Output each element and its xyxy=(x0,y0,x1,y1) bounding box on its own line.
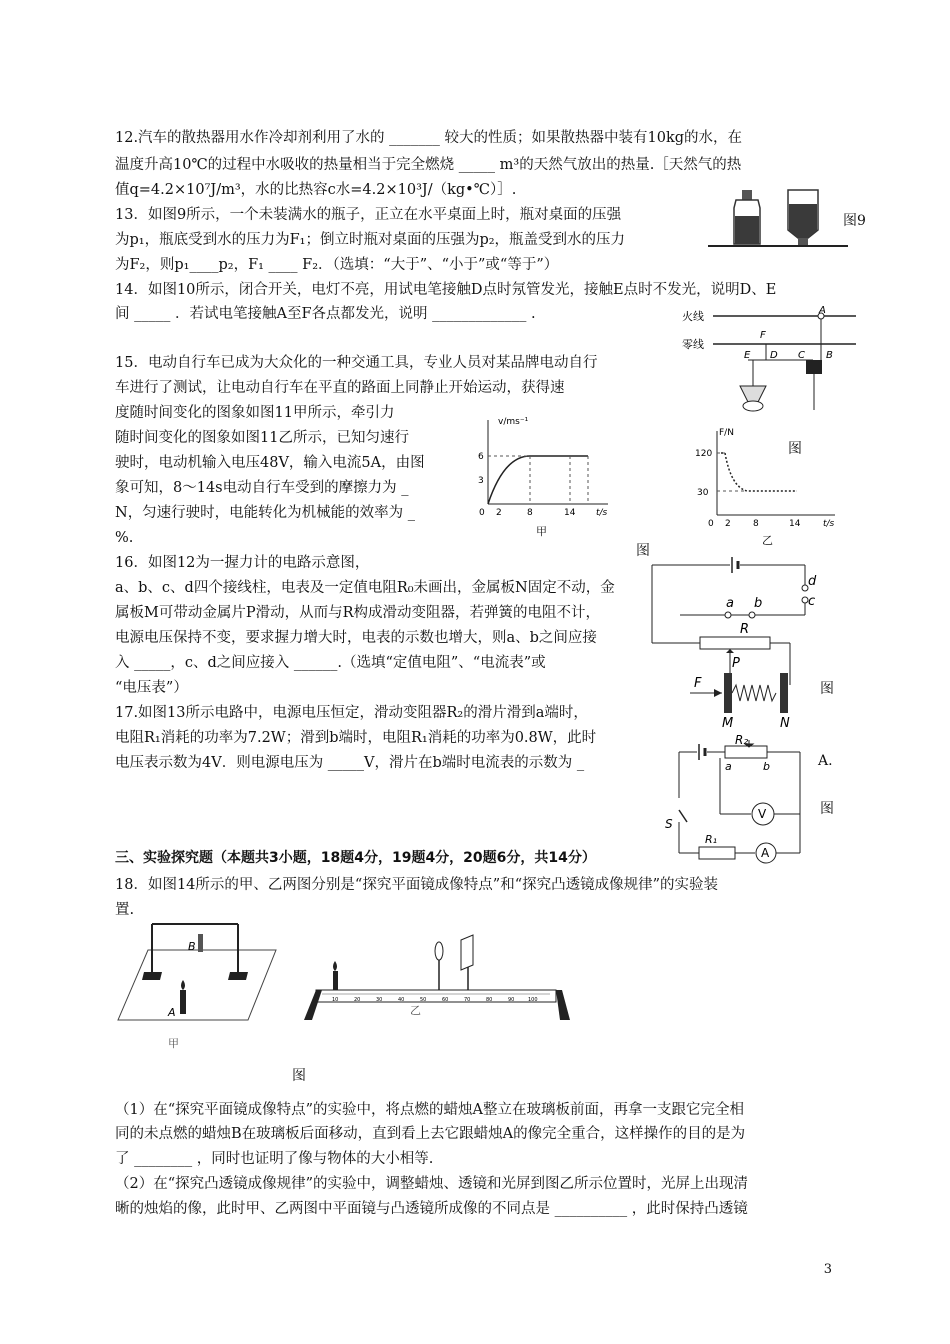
resistor-R xyxy=(700,637,770,649)
velocity-ylabel: v/ms⁻¹ xyxy=(498,417,529,427)
figure-11-force-graph xyxy=(695,425,845,535)
q13-line-3: 为F₂，则p₁____p₂，F₁ ____ F₂．（选填：“大于”、“小于”或“等于”） xyxy=(115,257,559,273)
switch-icon xyxy=(806,360,822,374)
R2-label: R₂ xyxy=(735,733,749,747)
q18-line-2: 置. xyxy=(115,902,135,918)
end-b: b xyxy=(763,760,770,773)
upright-bottle xyxy=(734,190,760,244)
velocity-xtick-8: 8 xyxy=(527,508,533,518)
q14-line-2: 间 _____ ．若试电笔接触A至F各点都发光，说明 _____________ . xyxy=(115,306,536,322)
point-B: B xyxy=(826,350,833,361)
velocity-xtick-2: 2 xyxy=(496,508,502,518)
plate-N xyxy=(780,673,788,713)
force-xtick-8: 8 xyxy=(753,519,759,529)
figure-12-grip-meter xyxy=(640,555,817,731)
q15-line-2: 车进行了测试，让电动自行车在平直的路面上同静止开始运动，获得速 xyxy=(115,380,565,396)
velocity-xtick-0: 0 xyxy=(479,508,485,518)
q15-line-3: 度随时间变化的图象如图11甲所示，牵引力 xyxy=(115,405,395,421)
q12-line-1: 12.汽车的散热器用水作冷却剂利用了水的 _______ 较大的性质；如果散热器中装有10kg的水，在 xyxy=(115,130,743,146)
point-A: A xyxy=(819,305,826,316)
force-xlabel: t/s xyxy=(823,519,835,529)
ammeter-label: A xyxy=(761,846,770,860)
scale-tick-100: 100 xyxy=(528,997,538,1003)
q16-line-2: a、b、c、d四个接线柱，电表及一定值电阻R₀未画出，金属板N固定不动，金 xyxy=(115,580,615,596)
q13-line-2: 为p₁，瓶底受到水的压力为F₁；倒立时瓶对桌面的压强为p₂，瓶盖受到水的压力 xyxy=(115,232,626,248)
q17-line-1: 17.如图13所示电路中，电源电压恒定，滑动变阻器R₂的滑片滑到a端时， xyxy=(115,705,588,721)
point-F: F xyxy=(760,330,766,341)
figure-10-household-circuit xyxy=(678,302,858,414)
q15-line-8: %. xyxy=(115,530,134,546)
figure-9-bottles xyxy=(708,186,848,252)
q12-line-3: 值q=4.2×10⁷J/m³，水的比热容c水=4.2×10³J/（kg•℃）］. xyxy=(115,182,517,198)
spring xyxy=(732,685,776,701)
figure-12-label: 图 xyxy=(820,681,834,697)
figure-14-label: 图 xyxy=(292,1068,306,1084)
candle-A-label: A xyxy=(168,1006,176,1019)
q15-line-4: 随时间变化的图象如图11乙所示，已知匀速行 xyxy=(115,430,409,446)
voltmeter-label: V xyxy=(758,807,767,821)
plate-M-label: M xyxy=(722,716,734,731)
convex-lens xyxy=(435,942,443,960)
page-number: 3 xyxy=(823,1262,832,1277)
q18-part2-line-1: （2）在“探究凸透镜成像规律”的实验中，调整蜡烛、透镜和光屏到图乙所示位置时，光屏上出现清 xyxy=(115,1176,749,1192)
scale-tick-80: 80 xyxy=(486,997,493,1003)
figure-11-label-left: 图 xyxy=(636,543,650,559)
q15-line-5: 驶时，电动机输入电压48V，输入电流5A，由图 xyxy=(115,455,425,471)
force-F: F xyxy=(694,676,702,691)
figure-11-velocity-graph xyxy=(468,412,618,522)
velocity-xtick-14: 14 xyxy=(564,508,576,518)
figure-14b-caption: 乙 xyxy=(410,1004,421,1017)
light-screen xyxy=(461,935,473,970)
point-C: C xyxy=(798,350,805,361)
candle-A xyxy=(180,990,186,1014)
q18-part1-line-1: （1）在“探究平面镜成像特点”的实验中，将点燃的蜡烛A整立在玻璃板前面，再拿一支跟它完全相 xyxy=(115,1102,745,1118)
scale-tick-20: 20 xyxy=(354,997,361,1003)
q16-line-3: 属板M可带动金属片P滑动，从而与R构成滑动变阻器，若弹簧的电阻不计， xyxy=(115,605,601,621)
resistor-R1 xyxy=(699,847,735,859)
scale-tick-30: 30 xyxy=(376,997,383,1003)
candle-B xyxy=(198,934,203,952)
terminal-b: b xyxy=(754,596,763,611)
scale-tick-90: 90 xyxy=(508,997,515,1003)
point-E: E xyxy=(744,350,751,361)
figure-9-label: 图9 xyxy=(843,213,866,229)
resistor-R-label: R xyxy=(740,622,750,637)
q17-line-3: 电压表示数为4V．则电源电压为 _____V，滑片在b端时电流表的示数为 _ xyxy=(115,755,585,771)
scale-tick-50: 50 xyxy=(420,997,427,1003)
section-3-heading: 三、实验探究题（本题共3小题，18题4分，19题4分，20题6分，共14分） xyxy=(115,850,596,866)
lamp-icon xyxy=(740,386,766,402)
velocity-ytick-3: 3 xyxy=(478,476,484,486)
tabletop-board xyxy=(118,950,276,1020)
scale-tick-10: 10 xyxy=(332,997,339,1003)
force-ytick-120: 120 xyxy=(695,449,713,459)
figure-13-label: 图 xyxy=(820,801,834,817)
force-curve xyxy=(721,453,797,491)
force-xtick-2: 2 xyxy=(725,519,731,529)
figure-11b-caption: 乙 xyxy=(762,534,773,547)
figure-11a-caption: 甲 xyxy=(536,525,547,538)
q18-part1-line-3: 了 ________ ，同时也证明了像与物体的大小相等. xyxy=(115,1151,434,1167)
q15-line-7: N，匀速行驶时，电能转化为机械能的效率为 _ xyxy=(115,505,416,521)
switch-S xyxy=(679,810,687,822)
terminal-d: d xyxy=(808,574,817,589)
q18-line-1: 18．如图14所示的甲、乙两图分别是“探究平面镜成像特点”和“探究凸透镜成像规律”的实验装 xyxy=(115,877,719,893)
force-xtick-14: 14 xyxy=(789,519,801,529)
force-ytick-30: 30 xyxy=(697,488,709,498)
optical-bench-rail xyxy=(316,990,556,1002)
q16-line-4: 电源电压保持不变，要求握力增大时，电表的示数也增大，则a、b之间应接 xyxy=(115,630,597,646)
q13-line-1: 13．如图9所示，一个未装满水的瓶子，正立在水平桌面上时，瓶对桌面的压强 xyxy=(115,207,622,223)
figure-13-circuit xyxy=(665,733,815,863)
plate-N-label: N xyxy=(780,716,790,731)
slider-P: P xyxy=(732,656,740,671)
force-xtick-0: 0 xyxy=(708,519,714,529)
R1-label: R₁ xyxy=(705,833,718,846)
figure-14a-caption: 甲 xyxy=(168,1037,179,1050)
switch-S-label: S xyxy=(665,817,673,831)
q17-unit-tail: A. xyxy=(818,753,833,769)
figure-11-label-right: 图 xyxy=(788,441,802,457)
velocity-xlabel: t/s xyxy=(596,508,608,518)
inverted-bottle xyxy=(788,190,818,246)
end-a: a xyxy=(725,760,732,773)
q16-line-5: 入 _____，c、d之间应接入 ______.（选填“定值电阻”、“电流表”或 xyxy=(115,655,546,671)
q15-line-1: 15．电动自行车已成为大众化的一种交通工具，专业人员对某品牌电动自行 xyxy=(115,355,598,371)
candle xyxy=(333,971,338,990)
candle-B-label: B xyxy=(188,940,196,953)
velocity-curve xyxy=(488,456,588,504)
q15-line-6: 象可知，8～14s电动自行车受到的摩擦力为 _ xyxy=(115,480,409,496)
scale-tick-60: 60 xyxy=(442,997,449,1003)
q17-line-2: 电阻R₁消耗的功率为7.2W；滑到b端时，电阻R₁消耗的功率为0.8W，此时 xyxy=(115,730,597,746)
rheostat-R2 xyxy=(725,746,767,758)
figure-14b-optical-bench xyxy=(298,935,573,1020)
velocity-ytick-6: 6 xyxy=(478,452,484,462)
scale-tick-40: 40 xyxy=(398,997,405,1003)
fire-wire-label: 火线 xyxy=(682,310,704,323)
q14-line-1: 14．如图10所示，闭合开关，电灯不亮，用试电笔接触D点时氖管发光，接触E点时不发光，说明D、E xyxy=(115,282,777,298)
q12-line-2: 温度升高10℃的过程中水吸收的热量相当于完全燃烧 _____ m³的天然气放出的热量.［天然气的热 xyxy=(115,157,742,173)
force-ylabel: F/N xyxy=(719,428,734,438)
plate-M xyxy=(724,673,732,713)
q18-part2-line-2: 晰的烛焰的像，此时甲、乙两图中平面镜与凸透镜所成像的不同点是 __________ ，此时保持凸透镜 xyxy=(115,1201,748,1217)
scale-tick-70: 70 xyxy=(464,997,471,1003)
q16-line-6: “电压表”） xyxy=(115,680,188,696)
point-D: D xyxy=(770,350,778,361)
terminal-a: a xyxy=(726,596,734,611)
q18-part1-line-2: 同的未点燃的蜡烛B在玻璃板后面移动，直到看上去它跟蜡烛A的像完全重合，这样操作的目的是为 xyxy=(115,1126,746,1142)
q16-line-1: 16．如图12为一握力计的电路示意图， xyxy=(115,555,370,571)
neutral-wire-label: 零线 xyxy=(682,338,704,351)
figure-14a-plane-mirror xyxy=(118,920,278,1030)
terminal-c: c xyxy=(808,594,816,609)
